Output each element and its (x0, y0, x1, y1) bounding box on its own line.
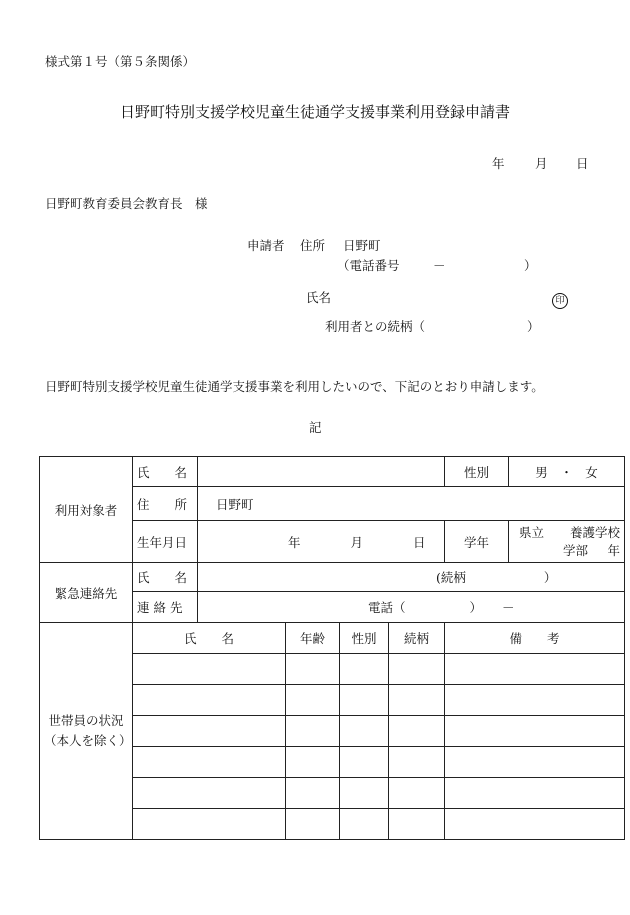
household-relation-cell[interactable] (389, 809, 445, 840)
gender-label: 性別 (445, 457, 509, 487)
school-dept: 学部 (563, 542, 589, 558)
name-label: 氏名 (306, 290, 332, 305)
seal-icon: 印 (552, 293, 568, 309)
household-age-cell[interactable] (286, 778, 340, 809)
birth-month: 月 (350, 534, 364, 550)
birth-day: 日 (413, 534, 426, 550)
ki-label: 記 (309, 420, 322, 435)
date-month: 月 (535, 156, 548, 171)
applicant-label: 申請者 (247, 238, 285, 253)
household-gender-cell[interactable] (340, 654, 389, 685)
household-notes-cell[interactable] (445, 716, 625, 747)
household-gender-cell[interactable] (340, 778, 389, 809)
household-gender-cell[interactable] (340, 809, 389, 840)
household-relation-cell[interactable] (389, 778, 445, 809)
household-label-line2: （本人を除く） (44, 733, 132, 748)
household-age-cell[interactable] (286, 654, 340, 685)
household-notes-cell[interactable] (445, 747, 625, 778)
household-header-relation: 続柄 (389, 623, 445, 654)
statement: 日野町特別支援学校児童生徒通学支援事業を利用したいので、下記のとおり申請します。 (45, 379, 544, 394)
target-address-label: 住 所 (133, 487, 198, 521)
address-label: 住所 (300, 238, 326, 253)
household-notes-cell[interactable] (445, 809, 625, 840)
household-name-cell[interactable] (133, 747, 286, 778)
addressee: 日野町教育委員会教育長 様 (45, 196, 208, 211)
household-header-notes: 備 考 (445, 623, 625, 654)
emergency-contact-label: 連 絡 先 (133, 592, 198, 623)
household-header-gender: 性別 (340, 623, 389, 654)
emergency-name-field[interactable] (198, 563, 625, 592)
household-notes-cell[interactable] (445, 654, 625, 685)
phone-close: ） (524, 258, 537, 273)
household-label-line1: 世帯員の状況 (48, 713, 124, 728)
school-grade-year: 年 (607, 542, 620, 558)
household-header-age: 年齢 (286, 623, 340, 654)
emergency-dash: － (502, 600, 515, 615)
school-pref: 県立 (519, 524, 545, 540)
household-relation-cell[interactable] (389, 747, 445, 778)
birth-year: 年 (288, 534, 301, 550)
household-name-cell[interactable] (133, 809, 286, 840)
household-notes-cell[interactable] (445, 685, 625, 716)
emergency-name-label: 氏 名 (133, 563, 198, 592)
emergency-phone: 電話（ (368, 600, 406, 615)
household-relation-cell[interactable] (389, 716, 445, 747)
household-name-cell[interactable] (133, 685, 286, 716)
emergency-contact-field[interactable] (198, 592, 625, 623)
school-suffix: 養護学校 (569, 524, 620, 540)
household-notes-cell[interactable] (445, 778, 625, 809)
school-field[interactable] (509, 521, 625, 563)
grade-label: 学年 (445, 521, 509, 563)
target-address-field[interactable] (198, 487, 625, 521)
household-age-cell[interactable] (286, 809, 340, 840)
household-age-cell[interactable] (286, 747, 340, 778)
household-age-cell[interactable] (286, 685, 340, 716)
birth-label: 生年月日 (133, 521, 198, 563)
emergency-phone-close: ） (469, 600, 483, 615)
household-gender-cell[interactable] (340, 716, 389, 747)
seal-mark (552, 288, 568, 309)
household-name-cell[interactable] (133, 654, 286, 685)
household-gender-cell[interactable] (340, 747, 389, 778)
target-label: 利用対象者 (40, 457, 133, 563)
household-label (40, 623, 133, 840)
emergency-label: 緊急連絡先 (40, 563, 133, 623)
household-name-cell[interactable] (133, 778, 286, 809)
household-relation-cell[interactable] (389, 654, 445, 685)
household-relation-cell[interactable] (389, 685, 445, 716)
household-gender-cell[interactable] (340, 685, 389, 716)
date-year: 年 (492, 156, 505, 171)
form-number: 様式第１号（第５条関係） (45, 54, 196, 69)
household-age-cell[interactable] (286, 716, 340, 747)
emergency-relation-close: ） (543, 570, 557, 585)
address-value: 日野町 (343, 238, 381, 253)
page-title: 日野町特別支援学校児童生徒通学支援事業利用登録申請書 (119, 103, 510, 121)
birth-field[interactable] (198, 521, 445, 563)
date-day: 日 (576, 156, 589, 171)
household-name-cell[interactable] (133, 716, 286, 747)
gender-options[interactable]: 男 ・ 女 (509, 457, 625, 487)
phone-dash: － (433, 258, 446, 273)
application-table (39, 456, 625, 840)
emergency-relation: (続柄 (436, 570, 466, 585)
phone-open: （電話番号 (337, 258, 400, 273)
target-address-value: 日野町 (216, 496, 254, 512)
household-header-name: 氏 名 (133, 623, 286, 654)
relation-label: 利用者との続柄（ (325, 319, 426, 334)
relation-close: ） (527, 319, 540, 334)
target-name-label: 氏 名 (133, 457, 198, 487)
target-name-field[interactable] (198, 457, 445, 487)
